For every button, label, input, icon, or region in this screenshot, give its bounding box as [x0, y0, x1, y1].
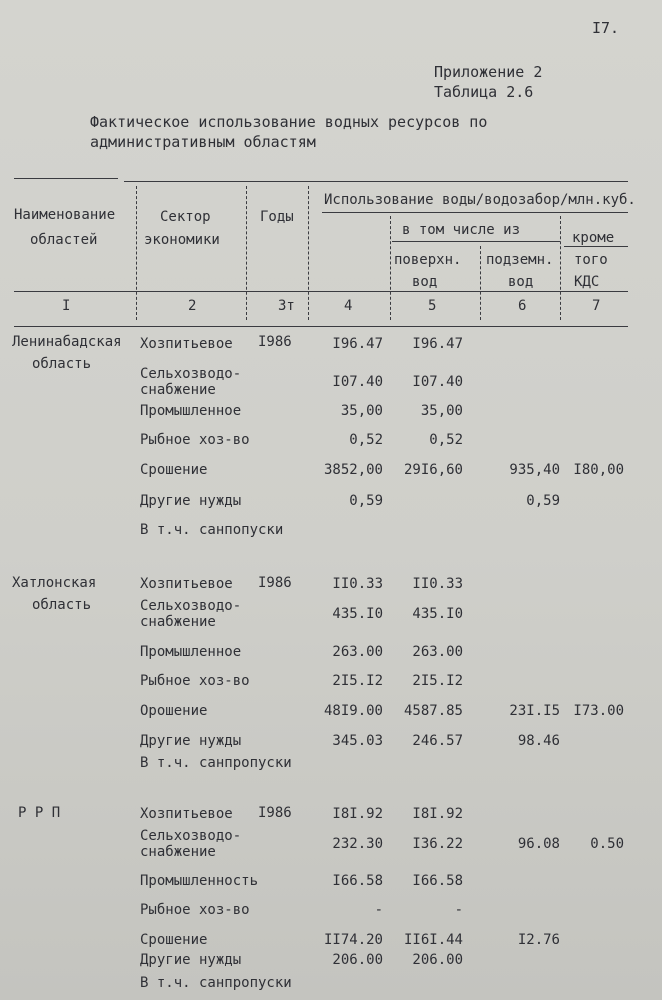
header-bottom-rule	[14, 326, 628, 327]
col-number-4: 4	[344, 298, 353, 314]
sector-label: Рыбное хоз-во	[140, 673, 250, 689]
col-number-1: I	[62, 298, 71, 314]
col-number-2: 2	[188, 298, 197, 314]
region-year: I986	[258, 575, 292, 591]
value-total: 263.00	[332, 644, 383, 660]
value-surface: II0.33	[412, 576, 463, 592]
sector-label: Другие нужды	[140, 733, 242, 749]
value-total: -	[374, 902, 383, 918]
value-total: 3852,00	[323, 462, 383, 478]
value-total: 0,59	[349, 493, 383, 509]
col-separator-1	[136, 186, 137, 320]
value-surface: 263.00	[412, 644, 463, 660]
sector-label: Сельхозводо-	[140, 828, 242, 844]
col-separator-6	[560, 216, 561, 320]
col-number-3: 3т	[278, 298, 295, 314]
value-total: 232.30	[332, 836, 383, 852]
sector-label: Промышленное	[140, 644, 242, 660]
table-label: Таблица 2.6	[434, 83, 534, 101]
except-rule	[564, 246, 628, 247]
region-name: область	[32, 597, 92, 613]
header-incl: в том числе из	[402, 222, 521, 238]
sector-label: Рыбное хоз-во	[140, 902, 250, 918]
appendix-label: Приложение 2	[434, 63, 543, 81]
value-surface: 435.I0	[412, 606, 463, 622]
region-name: Ленинабадская	[12, 334, 122, 350]
header-top-rule-right	[124, 181, 628, 182]
header-ground-line-1: подземн.	[486, 252, 554, 268]
value-surface: I07.40	[412, 374, 463, 390]
sector-label: снабжение	[140, 614, 216, 630]
value-kds: I73.00	[573, 703, 624, 719]
value-surface: II6I.44	[403, 932, 463, 948]
value-surface: I66.58	[412, 873, 463, 889]
value-total: 48I9.00	[323, 703, 383, 719]
sector-label: Другие нужды	[140, 493, 242, 509]
table-title-line-1: Фактическое использование водных ресурсов по	[90, 113, 488, 131]
sector-label: снабжение	[140, 382, 216, 398]
value-ground: I2.76	[517, 932, 560, 948]
col-number-5: 5	[428, 298, 437, 314]
header-water-use: Использование воды/водозабор/млн.куб.	[324, 192, 636, 208]
sector-label: В т.ч. санпопуски	[140, 522, 284, 538]
header-region-line-2: областей	[30, 232, 98, 248]
value-ground: 935,40	[509, 462, 560, 478]
header-top-rule-left	[14, 178, 118, 179]
region-name: область	[32, 356, 92, 372]
value-surface: 0,52	[429, 432, 463, 448]
sector-label: В т.ч. санпропуски	[140, 975, 292, 991]
value-surface: I96.47	[412, 336, 463, 352]
value-total: 206.00	[332, 952, 383, 968]
value-surface: 29I6,60	[403, 462, 463, 478]
value-total: I07.40	[332, 374, 383, 390]
value-ground: 98.46	[517, 733, 560, 749]
sector-label: В т.ч. санпропуски	[140, 755, 292, 771]
region-year: I986	[258, 805, 292, 821]
header-except: кроме	[572, 230, 615, 246]
value-kds: I80,00	[573, 462, 624, 478]
page-number: I7.	[592, 19, 620, 37]
value-total: II74.20	[323, 932, 383, 948]
region-year: I986	[258, 334, 292, 350]
value-total: 35,00	[340, 403, 383, 419]
value-total: 435.I0	[332, 606, 383, 622]
header-years: Годы	[260, 209, 294, 225]
sector-label: Орошение	[140, 703, 208, 719]
value-surface: 35,00	[420, 403, 463, 419]
value-total: I96.47	[332, 336, 383, 352]
table-title-line-2: административным областям	[90, 133, 316, 151]
col-separator-5	[480, 246, 481, 320]
sector-label: Сельхозводо-	[140, 366, 242, 382]
sector-label: Сельхозводо-	[140, 598, 242, 614]
value-surface: I8I.92	[412, 806, 463, 822]
value-total: 2I5.I2	[332, 673, 383, 689]
value-surface: 4587.85	[403, 703, 463, 719]
value-total: I8I.92	[332, 806, 383, 822]
header-kds-line-2: КДС	[574, 274, 600, 290]
sector-label: Рыбное хоз-во	[140, 432, 250, 448]
value-total: II0.33	[332, 576, 383, 592]
sector-label: снабжение	[140, 844, 216, 860]
value-ground: 23I.I5	[509, 703, 560, 719]
header-surface-line-2: вод	[412, 274, 438, 290]
header-sector-line-1: Сектор	[160, 209, 211, 225]
region-name: Хатлонская	[12, 575, 97, 591]
region-name: Р Р П	[18, 805, 61, 821]
col-separator-4	[390, 216, 391, 320]
sector-label: Промышленность	[140, 873, 259, 889]
value-surface: 2I5.I2	[412, 673, 463, 689]
sector-label: Срошение	[140, 462, 208, 478]
sector-label: Другие нужды	[140, 952, 242, 968]
sector-label: Хозпитьевое	[140, 576, 233, 592]
sector-label: Хозпитьевое	[140, 806, 233, 822]
header-kds-line-1: того	[574, 252, 608, 268]
value-total: 0,52	[349, 432, 383, 448]
sector-label: Хозпитьевое	[140, 336, 233, 352]
incl-rule	[392, 241, 560, 242]
value-surface: 246.57	[412, 733, 463, 749]
value-total: 345.03	[332, 733, 383, 749]
sector-label: Срошение	[140, 932, 208, 948]
header-region-line-1: Наименование	[14, 207, 116, 223]
col-number-7: 7	[592, 298, 601, 314]
value-kds: 0.50	[590, 836, 624, 852]
value-surface: I36.22	[412, 836, 463, 852]
value-surface: -	[454, 902, 463, 918]
value-surface: 206.00	[412, 952, 463, 968]
header-ground-line-2: вод	[508, 274, 534, 290]
value-total: I66.58	[332, 873, 383, 889]
header-surface-line-1: поверхн.	[394, 252, 462, 268]
header-sector-line-2: экономики	[144, 232, 220, 248]
col-number-6: 6	[518, 298, 527, 314]
col-separator-3	[308, 186, 309, 320]
col-number-top-rule	[14, 291, 628, 292]
col-separator-2	[246, 186, 247, 320]
value-ground: 0,59	[526, 493, 560, 509]
sector-label: Промышленное	[140, 403, 242, 419]
value-ground: 96.08	[517, 836, 560, 852]
water-use-rule	[322, 212, 628, 213]
